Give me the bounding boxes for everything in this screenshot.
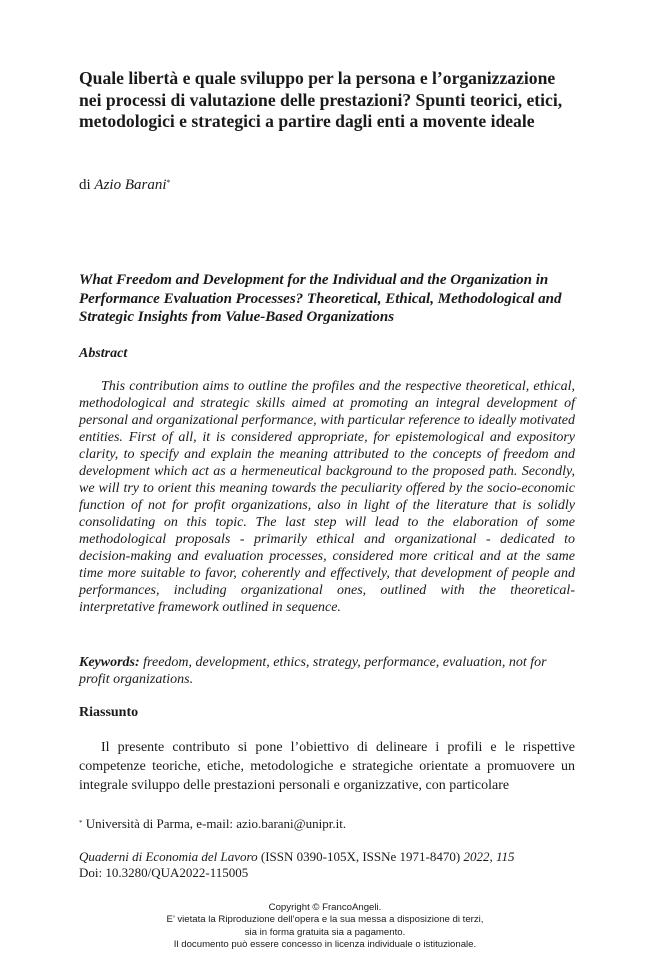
copyright-line: sia in forma gratuita sia a pagamento. <box>244 926 406 938</box>
abstract-heading: Abstract <box>79 346 128 361</box>
author-line <box>79 176 171 194</box>
riassunto-text: Il presente contributo si pone l’obiettivo di delineare i profili e le rispettive competenze teoriche, etiche, metodologiche e strategiche orientate a promuovere un integrale sviluppo delle prestazioni personali e organizzative, con particolare <box>79 740 575 793</box>
keywords <box>79 654 575 688</box>
author-name: Azio Barani <box>94 177 167 193</box>
riassunto-heading: Riassunto <box>79 705 139 720</box>
copyright-line: Copyright © FrancoAngeli. <box>268 902 382 913</box>
author-footnote-marker: * <box>166 178 171 187</box>
journal-citation <box>79 849 515 865</box>
journal-issue: 2022, 115 <box>463 849 515 864</box>
footnote-marker: * <box>79 819 83 827</box>
copyright-line: E’ vietata la Riproduzione dell’opera e la sua messa a disposizione di terzi, <box>166 914 484 926</box>
journal-issn: (ISSN 0390-105X, ISSNe 1971-8470) <box>260 849 461 864</box>
author-footnote <box>79 816 346 832</box>
doi: Doi: 10.3280/QUA2022-115005 <box>79 865 249 880</box>
keywords-text: freedom, development, ethics, strategy, performance, evaluation, not for profit organizations. <box>79 655 547 687</box>
author-prefix: di <box>79 177 91 193</box>
footnote-text: Università di Parma, e-mail: azio.barani@unipr.it. <box>85 816 347 831</box>
copyright-notice <box>0 902 650 952</box>
keywords-label: Keywords: <box>79 655 140 670</box>
journal-name: Quaderni di Economia del Lavoro <box>79 849 258 864</box>
copyright-line: Il documento può essere concesso in licenza individuale o istituzionale. <box>173 939 477 951</box>
abstract-text: This contribution aims to outline the profiles and the respective theoretical, ethical, methodological and strategic skills aimed at promoting an integral development of personal and organizational performance, with particular reference to ideally motivated entities. First of all, it is considered appropriate, for epistemological and expository clarity, to specify and explain the meaning attributed to the concepts of freedom and development which act as a hermeneutical background to the proposed path. Secondly, we will try to orient this meaning towards the peculiarity offered by the socio-economic function of not for profit organizations, also in light of the literature that is solidly consolidating on this topic. The last step will lead to the elaboration of some methodological proposals - primarily ethical and organizational - dedicated to decision-making and evaluation processes, considered more critical and at the same time more suitable to favor, coherently and effectively, that development of people and performances, including organizational ones, outlined with the theoretical-interpretative framework outlined in sequence. <box>79 379 575 615</box>
english-title: What Freedom and Development for the Individual and the Organization in Performance Evaluation Processes? Theoretical, Ethical, Methodological and Strategic Insights from Value-Based Organizations <box>79 272 562 325</box>
italian-title: Quale libertà e quale sviluppo per la persona e l’organizzazione nei processi di valutazione delle prestazioni? Spunti teorici, etici, metodologici e strategici a partire dagli enti a movente ideale <box>79 68 563 131</box>
